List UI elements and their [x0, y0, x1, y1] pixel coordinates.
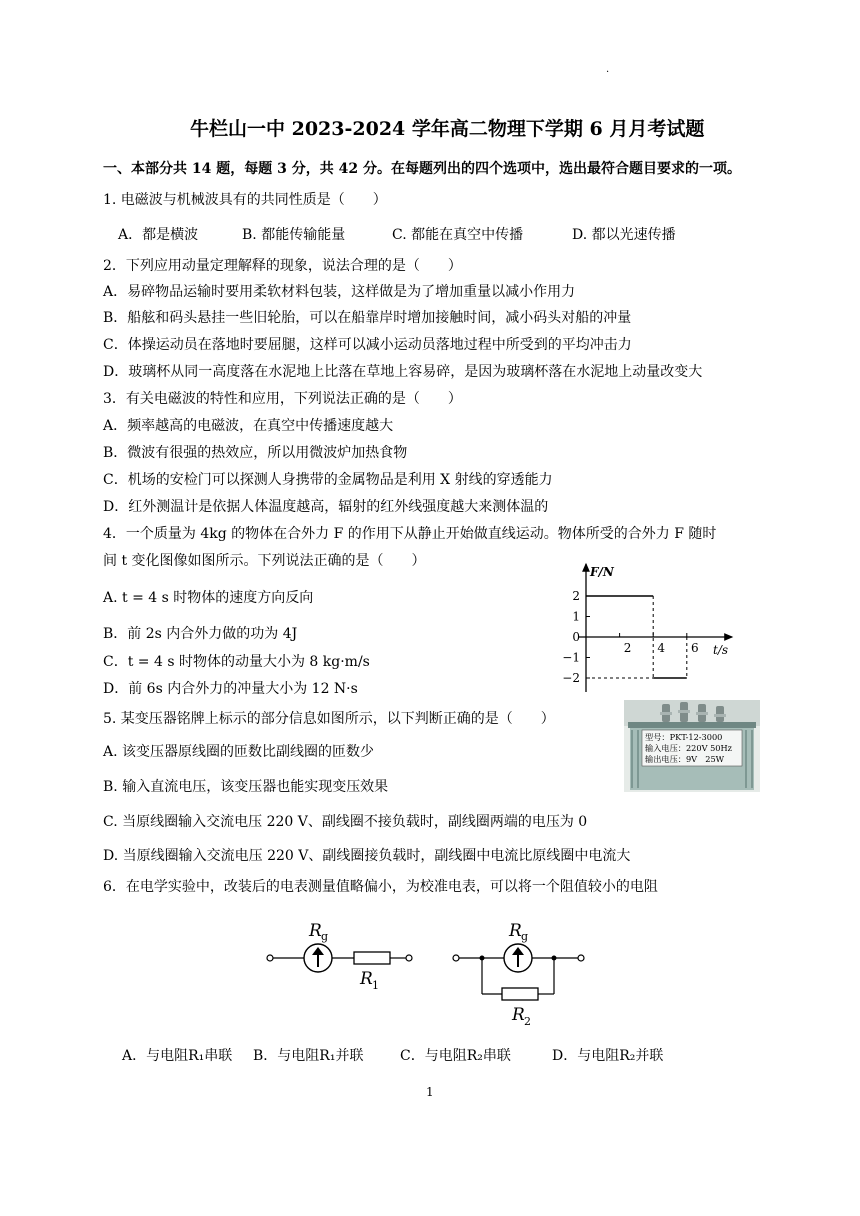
label-r2-sub: 2: [524, 1015, 531, 1028]
page-number: 1: [426, 1085, 434, 1099]
q1-option-d: D. 都以光速传播: [572, 227, 676, 243]
x-axis-label: t/s: [713, 643, 729, 657]
label-r1: R: [360, 969, 373, 989]
terminal-right-2: [578, 955, 584, 961]
q1-option-b: B. 都能传输能量: [242, 227, 346, 243]
q5-option-c: C. 当原线圈输入交流电压 220 V、副线圈不接负载时，副线圈两端的电压为 0: [103, 814, 588, 830]
x-tick-label: 6: [690, 641, 699, 655]
label-r2: R: [512, 1005, 525, 1025]
y-tick-label: −1: [562, 650, 580, 665]
x-tick-label: 2: [623, 641, 632, 655]
terminal-left-2: [453, 955, 459, 961]
y-tick-label: 2: [572, 589, 580, 603]
q3-option-b: B．微波有很强的热效应，所以用微波炉加热食物: [103, 445, 408, 461]
circuit-series: [267, 921, 412, 992]
q2-option-d: D．玻璃杯从同一高度落在水泥地上比落在草地上容易碎，是因为玻璃杯落在水泥地上动量改变大: [103, 364, 703, 380]
q3-option-a: A．频率越高的电磁波，在真空中传播速度越大: [103, 418, 394, 434]
label-rg-1-sub: g: [321, 930, 329, 943]
q3-stem: 3．有关电磁波的特性和应用，下列说法正确的是（ ）: [103, 391, 462, 407]
q3-option-d: D．红外测温计是依据人体温度越高，辐射的红外线强度越大来测体温的: [103, 499, 549, 515]
nameplate-line-2: 输入电压：220V 50Hz: [645, 743, 732, 753]
q2-option-c: C．体操运动员在落地时要屈腿，这样可以减小运动员落地过程中所受到的平均冲击力: [103, 337, 632, 353]
terminal-right-1: [406, 955, 412, 961]
resistor-r2: [502, 988, 538, 1000]
galvanometer-icon: [304, 944, 332, 972]
q5-option-a: A. 该变压器原线圈的匝数比副线圈的匝数少: [103, 744, 375, 760]
y-tick-label: −2: [562, 671, 580, 685]
resistor-r1: [354, 952, 390, 964]
label-rg-1: R: [309, 921, 322, 941]
label-rg-2-sub: g: [521, 930, 529, 943]
q5-stem: 5. 某变压器铭牌上标示的部分信息如图所示，以下判断正确的是（ ）: [103, 711, 555, 727]
q4-option-b: B．前 2s 内合外力做的功为 4J: [103, 626, 298, 642]
q4-option-d: D．前 6s 内合外力的冲量大小为 12 N·s: [103, 681, 358, 697]
q6-option-a: A．与电阻R₁串联: [122, 1048, 233, 1064]
page-title: 牛栏山一中 2023-2024 学年高二物理下学期 6 月月考试题: [190, 118, 705, 140]
x-tick-label: 4: [657, 641, 666, 655]
q4-stem-line2: 间 t 变化图像如图所示。下列说法正确的是（ ）: [103, 553, 426, 569]
y-tick-label: 1: [572, 609, 580, 624]
q1-option-c: C. 都能在真空中传播: [392, 227, 524, 243]
q5-option-b: B. 输入直流电压，该变压器也能实现变压效果: [103, 779, 389, 795]
nameplate-line-1: 型号：PKT-12-3000: [645, 732, 723, 742]
q4-option-a: A. t = 4 s 时物体的速度方向反向: [103, 590, 314, 606]
q1-stem: 1. 电磁波与机械波具有的共同性质是（ ）: [103, 192, 387, 208]
q2-option-a: A．易碎物品运输时要用柔软材料包装，这样做是为了增加重量以减小作用力: [103, 284, 576, 300]
q4-stem-line1: 4．一个质量为 4kg 的物体在合外力 F 的作用下从静止开始做直线运动。物体所受的合外力 F 随时: [103, 526, 717, 542]
nameplate-line-3: 输出电压：9V 25W: [645, 754, 725, 764]
header-dot: .: [606, 64, 610, 75]
force-time-graph: [556, 556, 740, 698]
section-heading: 一、本部分共 14 题，每题 3 分，共 42 分。在每题列出的四个选项中，选出最符合题目要求的一项。: [103, 161, 741, 177]
y-axis-label: F/N: [590, 565, 614, 579]
label-r1-sub: 1: [372, 979, 379, 992]
y-tick-label: 0: [572, 630, 580, 644]
q6-option-d: D．与电阻R₂并联: [552, 1048, 664, 1064]
q4-option-c: C．t = 4 s 时物体的动量大小为 8 kg·m/s: [103, 654, 370, 670]
q6-option-c: C．与电阻R₂串联: [400, 1048, 511, 1064]
q1-option-a: A．都是横波: [118, 227, 199, 243]
label-rg-2: R: [509, 921, 522, 941]
q6-option-b: B．与电阻R₁并联: [253, 1048, 364, 1064]
q5-option-d: D. 当原线圈输入交流电压 220 V、副线圈接负载时，副线圈中电流比原线圈中电流大: [103, 848, 631, 864]
q6-stem: 6．在电学实验中，改装后的电表测量值略偏小，为校准电表，可以将一个阻值较小的电阻: [103, 879, 658, 895]
galvanometer-icon: [504, 944, 532, 972]
q3-option-c: C．机场的安检门可以探测人身携带的金属物品是利用 X 射线的穿透能力: [103, 472, 553, 488]
transformer-photo: [624, 700, 760, 792]
circuit-diagrams: [262, 912, 598, 1030]
circuit-parallel: [453, 921, 584, 1028]
q2-option-b: B．船舷和码头悬挂一些旧轮胎，可以在船靠岸时增加接触时间，减小码头对船的冲量: [103, 310, 632, 326]
q2-stem: 2．下列应用动量定理解释的现象，说法合理的是（ ）: [103, 258, 462, 274]
terminal-left-1: [267, 955, 273, 961]
